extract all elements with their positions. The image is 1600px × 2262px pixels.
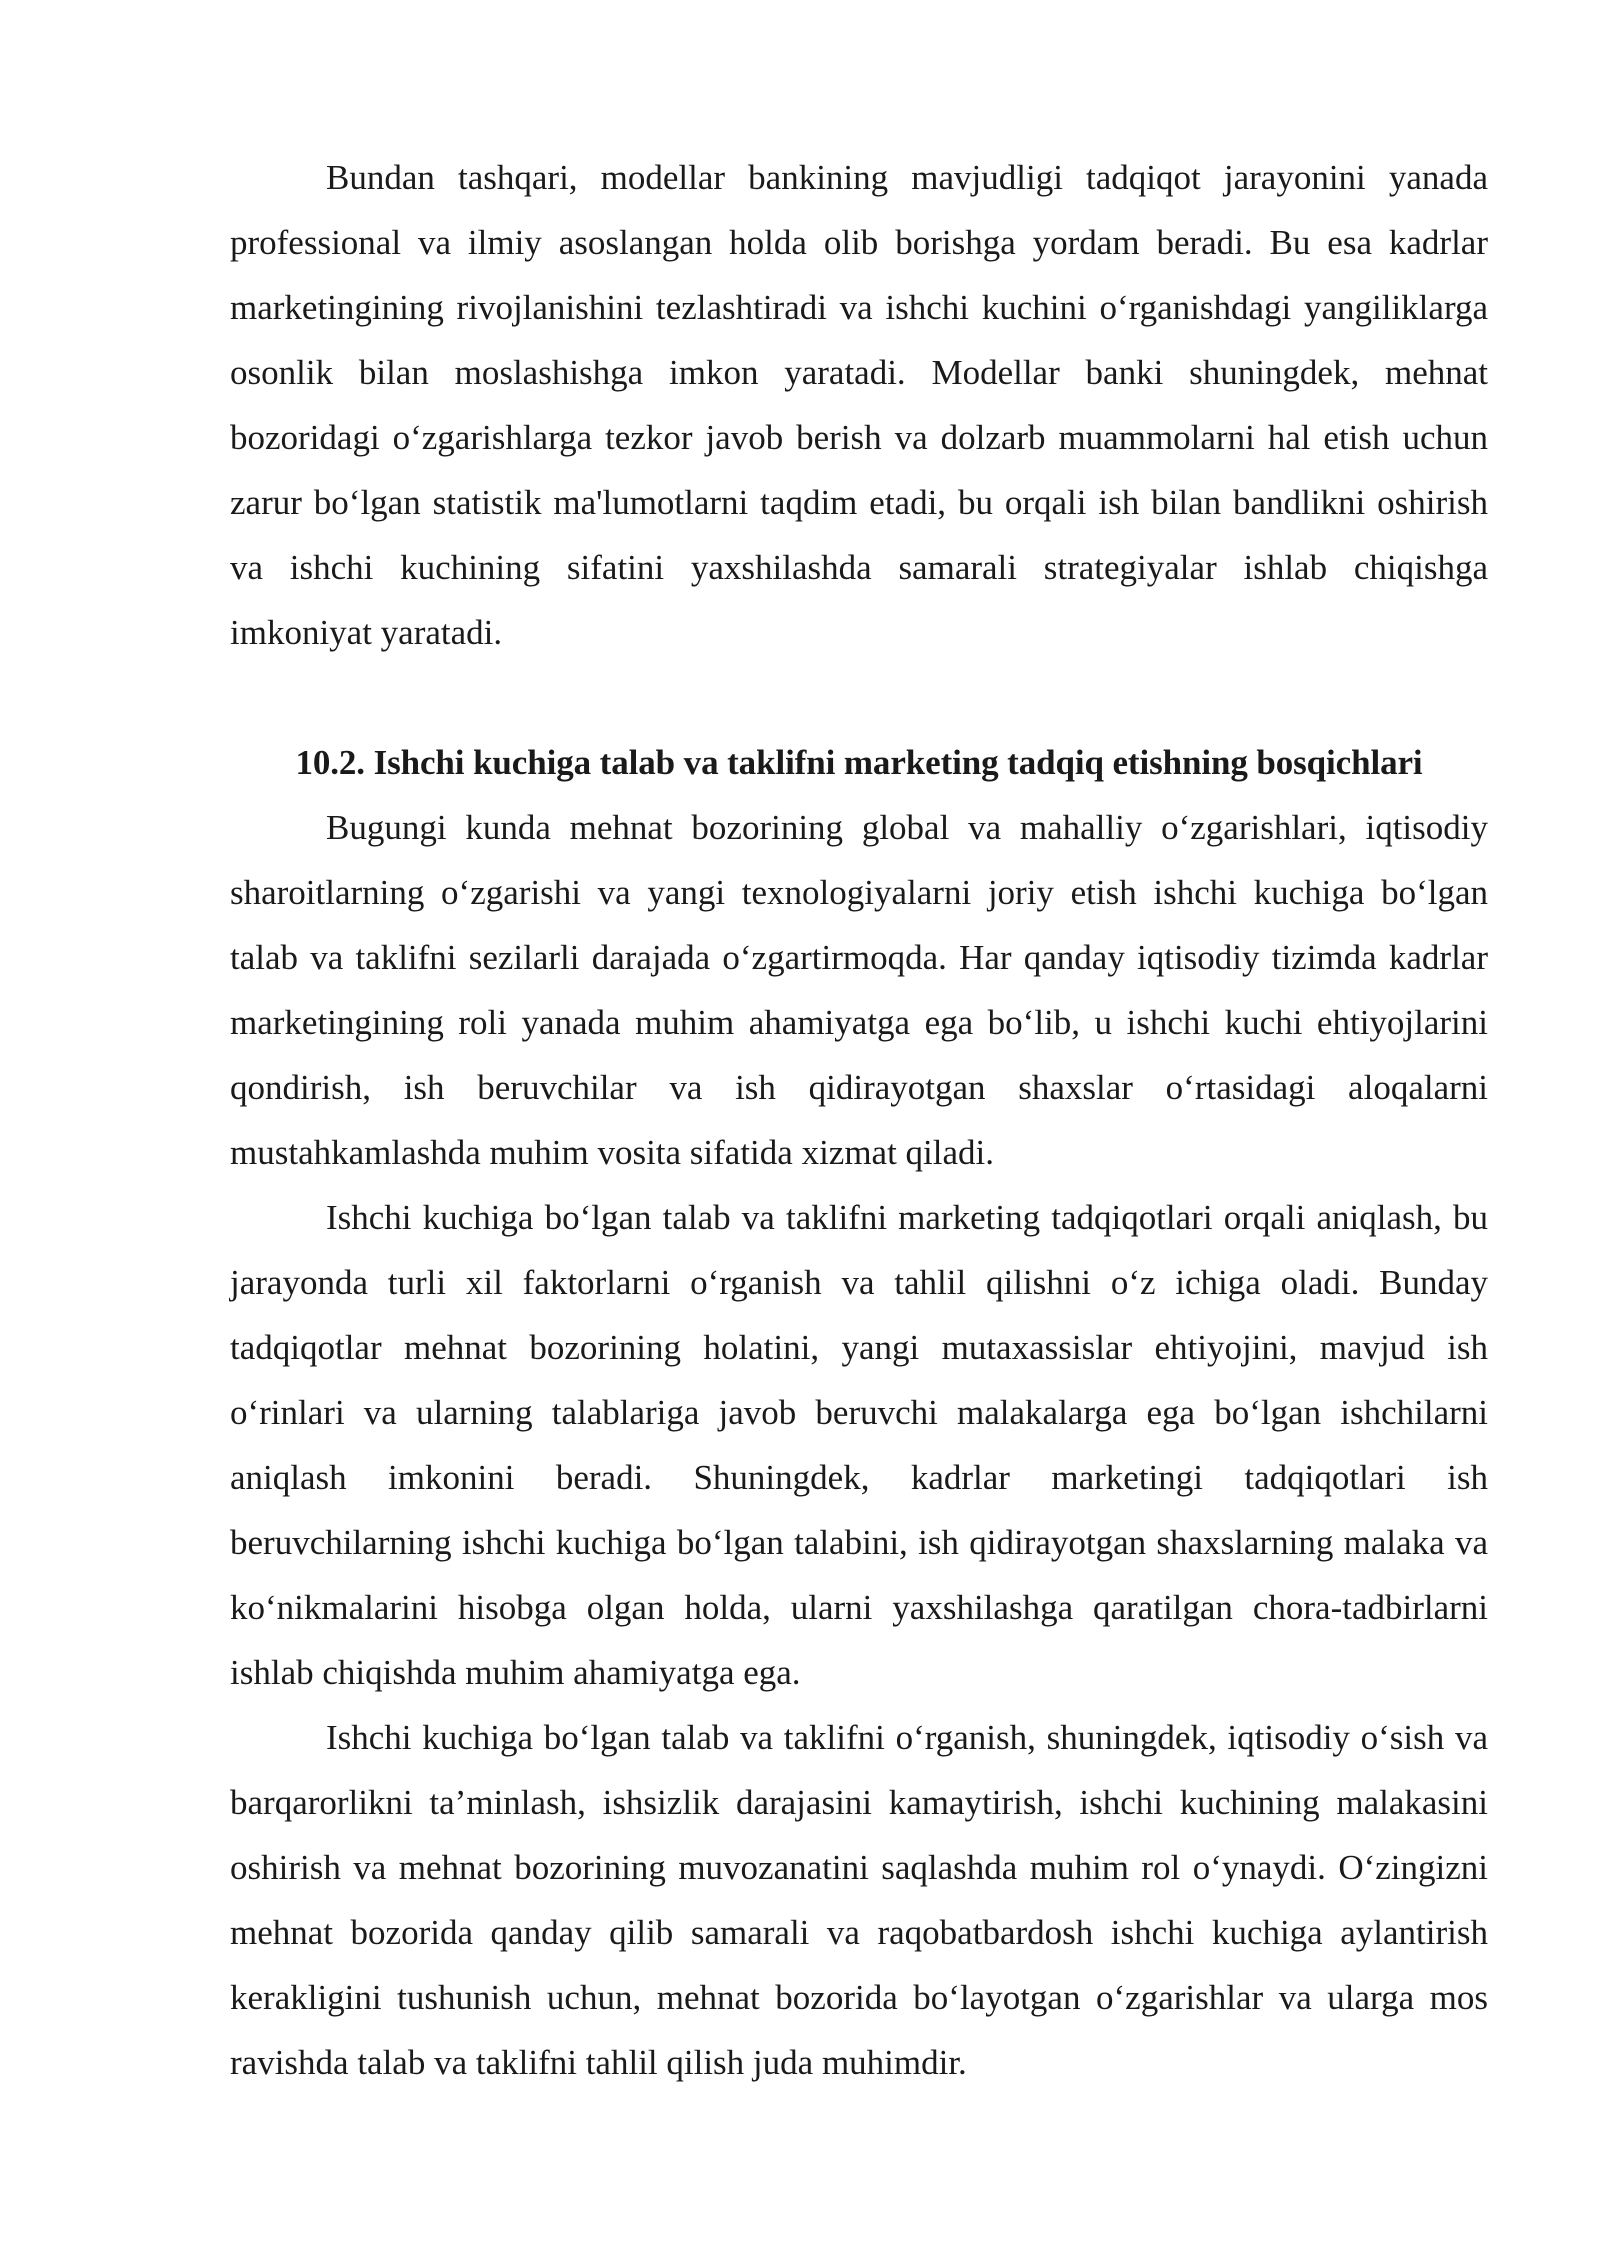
section-heading: 10.2. Ishchi kuchiga talab va taklifni marketing tadqiq etishning bosqichlari (295, 743, 1423, 782)
paragraph-1: Bugungi kunda mehnat bozorining global va mahalliy o‘zgarishlari, iqtisodiy sharoitlarning o‘zgarishi va yangi texnologiyalarni joriy etish ishchi kuchiga bo‘lgan talab va taklifni sezilarli darajada o‘zgartirmoqda. Har qanday iqtisodiy tizimda kadrlar marketingining roli yanada muhim ahamiyatga ega bo‘lib, u ishchi kuchi ehtiyojlarini qondirish, ish beruvchilar va ish qidirayotgan shaxslar o‘rtasidagi aloqalarni mustahkamlashda muhim vosita sifatida xizmat qiladi. (230, 808, 1488, 1172)
document-page (230, 145, 1488, 2095)
paragraph-3: Ishchi kuchiga bo‘lgan talab va taklifni o‘rganish, shuningdek, iqtisodiy o‘sish va barqarorlikni ta’minlash, ishsizlik darajasini kamaytirish, ishchi kuchining malakasini oshirish va mehnat bozorining muvozanatini saqlashda muhim rol o‘ynaydi. O‘zingizni mehnat bozorida qanday qilib samarali va raqobatbardosh ishchi kuchiga aylantirish kerakligini tushunish uchun, mehnat bozorida bo‘layotgan o‘zgarishlar va ularga mos ravishda talab va taklifni tahlil qilish juda muhimdir. (230, 1718, 1488, 2082)
paragraph-intro: Bundan tashqari, modellar bankining mavjudligi tadqiqot jarayonini yanada professional va ilmiy asoslangan holda olib borishga yordam beradi. Bu esa kadrlar marketingining rivojlanishini tezlashtiradi va ishchi kuchini o‘rganishdagi yangiliklarga osonlik bilan moslashishga imkon yaratadi. Modellar banki shuningdek, mehnat bozoridagi o‘zgarishlarga tezkor javob berish va dolzarb muammolarni hal etish uchun zarur bo‘lgan statistik ma'lumotlarni taqdim etadi, bu orqali ish bilan bandlikni oshirish va ishchi kuchining sifatini yaxshilashda samarali strategiyalar ishlab chiqishga imkoniyat yaratadi. (230, 158, 1488, 652)
section-spacer (230, 665, 1488, 730)
paragraph-2: Ishchi kuchiga bo‘lgan talab va taklifni marketing tadqiqotlari orqali aniqlash, bu jarayonda turli xil faktorlarni o‘rganish va tahlil qilishni o‘z ichiga oladi. Bunday tadqiqotlar mehnat bozorining holatini, yangi mutaxassislar ehtiyojini, mavjud ish o‘rinlari va ularning talablariga javob beruvchi malakalarga ega bo‘lgan ishchilarni aniqlash imkonini beradi. Shuningdek, kadrlar marketingi tadqiqotlari ish beruvchilarning ishchi kuchiga bo‘lgan talabini, ish qidirayotgan shaxslarning malaka va ko‘nikmalarini hisobga olgan holda, ularni yaxshilashga qaratilgan chora-tadbirlarni ishlab chiqishda muhim ahamiyatga ega. (230, 1198, 1488, 1692)
